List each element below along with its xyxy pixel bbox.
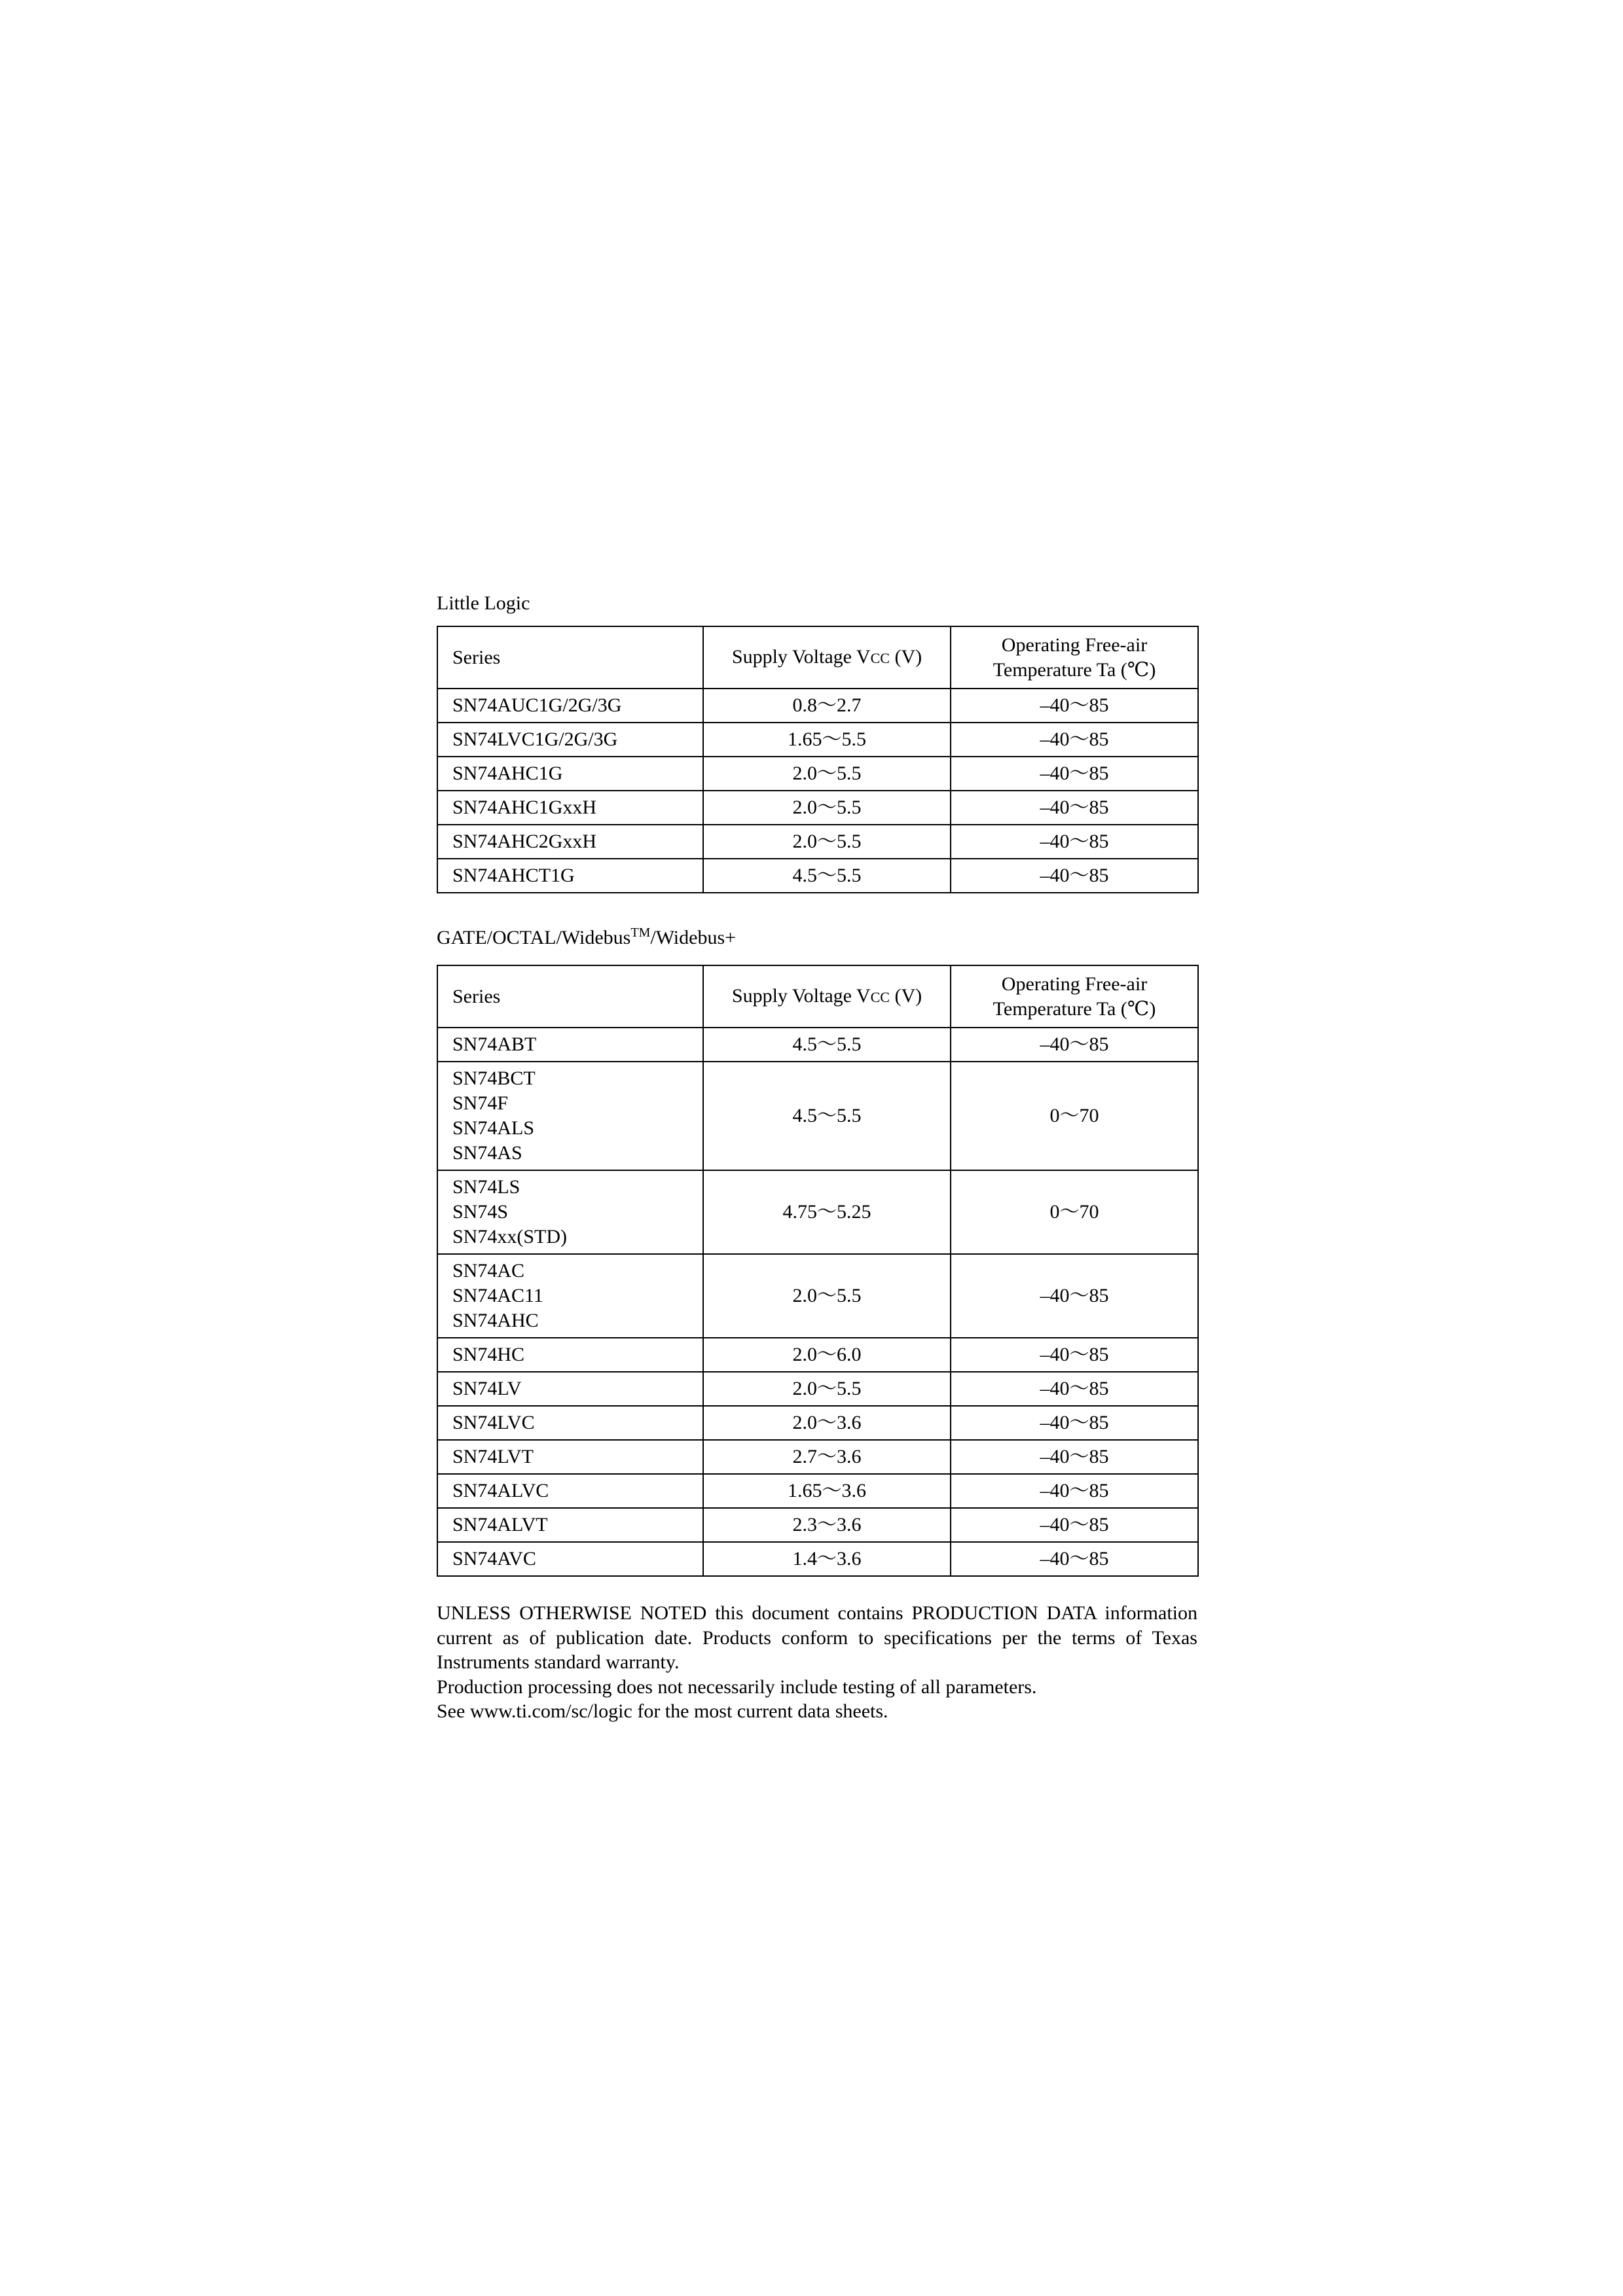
- cell-vcc: 2.0～5.5: [703, 825, 951, 859]
- table-header-row: [437, 965, 1198, 1028]
- series-name: SN74HC: [452, 1344, 525, 1365]
- header-series: Series: [437, 626, 703, 689]
- cell-temp: –40～85: [951, 1028, 1198, 1062]
- cell-temp: –40～85: [951, 1338, 1198, 1372]
- table-row: [437, 689, 1198, 723]
- series-name: SN74AC: [452, 1260, 525, 1282]
- cell-vcc: 4.5～5.5: [703, 1028, 951, 1062]
- cell-series: [437, 1170, 703, 1254]
- series-name: SN74LVC1G/2G/3G: [452, 728, 618, 750]
- cell-temp: –40～85: [951, 1254, 1198, 1338]
- cell-series: [437, 1028, 703, 1062]
- cell-temp: –40～85: [951, 757, 1198, 791]
- table-row: [437, 1170, 1198, 1254]
- cell-vcc: 1.65～5.5: [703, 723, 951, 757]
- cell-temp: 0～70: [951, 1170, 1198, 1254]
- cell-series: [437, 1542, 703, 1576]
- production-data-notes: [437, 1601, 1197, 1724]
- series-name: SN74AC11: [452, 1285, 543, 1306]
- cell-series: [437, 1440, 703, 1474]
- section-title-text: GATE/OCTAL/Widebus: [437, 927, 631, 948]
- cell-series: [437, 723, 703, 757]
- header-supply-label: Supply Voltage V: [731, 645, 871, 668]
- cell-vcc: 2.3～3.6: [703, 1508, 951, 1542]
- cell-series: [437, 1372, 703, 1406]
- header-supply-unit: (V): [889, 984, 922, 1007]
- cell-temp: –40～85: [951, 1542, 1198, 1576]
- cell-temp: –40～85: [951, 689, 1198, 723]
- header-temp-line2: Temperature Ta (℃): [993, 997, 1156, 1020]
- cell-vcc: 2.0～5.5: [703, 791, 951, 825]
- series-name: SN74ABT: [452, 1033, 537, 1055]
- table-row: [437, 1062, 1198, 1170]
- cell-vcc: 4.75～5.25: [703, 1170, 951, 1254]
- series-name: SN74AHCT1G: [452, 865, 575, 886]
- cell-vcc: 4.5～5.5: [703, 1062, 951, 1170]
- notes-paragraph: UNLESS OTHERWISE NOTED this document contains PRODUCTION DATA information current as of publication date. Products conform to specifications per the terms of Texas Instruments standard warranty.: [437, 1602, 1197, 1673]
- cell-vcc: 1.4～3.6: [703, 1542, 951, 1576]
- cell-series: [437, 859, 703, 893]
- cell-series: [437, 1062, 703, 1170]
- series-name: SN74LVT: [452, 1446, 534, 1467]
- cell-series: [437, 1474, 703, 1508]
- table-row: [437, 1028, 1198, 1062]
- series-name: SN74AUC1G/2G/3G: [452, 694, 622, 716]
- cell-vcc: 2.0～5.5: [703, 757, 951, 791]
- header-supply-label: Supply Voltage V: [731, 984, 871, 1007]
- cell-temp: –40～85: [951, 1508, 1198, 1542]
- series-name: SN74AVC: [452, 1548, 536, 1570]
- series-name: SN74xx(STD): [452, 1226, 568, 1247]
- table-row: [437, 1440, 1198, 1474]
- notes-line-datasheets: See www.ti.com/sc/logic for the most current data sheets.: [437, 1700, 888, 1722]
- header-supply-voltage: [703, 626, 951, 689]
- spec-table-little-logic: [437, 626, 1199, 893]
- table-row: [437, 1508, 1198, 1542]
- cell-series: [437, 1406, 703, 1440]
- cell-series: [437, 689, 703, 723]
- series-name: SN74ALVC: [452, 1480, 549, 1501]
- cell-vcc: 4.5～5.5: [703, 859, 951, 893]
- table-row: [437, 825, 1198, 859]
- table-row: [437, 1254, 1198, 1338]
- table-row: [437, 1406, 1198, 1440]
- cell-temp: –40～85: [951, 1406, 1198, 1440]
- table-row: [437, 1338, 1198, 1372]
- header-supply-sub: CC: [870, 988, 890, 1005]
- section-title-sup: TM: [630, 925, 651, 940]
- header-temp-line2: Temperature Ta (℃): [993, 658, 1156, 681]
- header-temperature: [951, 626, 1198, 689]
- series-name: SN74LS: [452, 1176, 520, 1198]
- cell-temp: –40～85: [951, 723, 1198, 757]
- cell-temp: 0～70: [951, 1062, 1198, 1170]
- series-name: SN74AHC1G: [452, 762, 563, 784]
- spec-table-gate-octal-widebus: [437, 965, 1199, 1577]
- series-name: SN74S: [452, 1201, 509, 1223]
- cell-vcc: 2.0～5.5: [703, 1254, 951, 1338]
- cell-temp: –40～85: [951, 1440, 1198, 1474]
- header-temp-line1: Operating Free-air: [1001, 973, 1148, 995]
- cell-series: [437, 825, 703, 859]
- cell-temp: –40～85: [951, 859, 1198, 893]
- series-name: SN74AS: [452, 1142, 522, 1164]
- series-name: SN74ALVT: [452, 1514, 548, 1535]
- series-name: SN74BCT: [452, 1067, 536, 1089]
- series-name: SN74LV: [452, 1378, 522, 1399]
- cell-temp: –40～85: [951, 825, 1198, 859]
- cell-vcc: 2.0～5.5: [703, 1372, 951, 1406]
- cell-vcc: 1.65～3.6: [703, 1474, 951, 1508]
- table-row: [437, 791, 1198, 825]
- series-name: SN74ALS: [452, 1117, 535, 1139]
- header-temperature: [951, 965, 1198, 1028]
- series-name: SN74AHC2GxxH: [452, 831, 597, 852]
- table-row: [437, 1542, 1198, 1576]
- header-supply-sub: CC: [870, 649, 890, 666]
- series-name: SN74F: [452, 1092, 509, 1114]
- section-title-gate-octal-widebus: [437, 926, 736, 950]
- header-supply-unit: (V): [889, 645, 922, 668]
- cell-series: [437, 1254, 703, 1338]
- table-header-row: [437, 626, 1198, 689]
- header-temp-line1: Operating Free-air: [1001, 634, 1148, 656]
- series-name: SN74LVC: [452, 1412, 535, 1433]
- series-name: SN74AHC1GxxH: [452, 797, 597, 818]
- section-title-suffix: /Widebus+: [650, 927, 737, 948]
- header-series: Series: [437, 965, 703, 1028]
- cell-temp: –40～85: [951, 1372, 1198, 1406]
- table-row: [437, 1372, 1198, 1406]
- cell-vcc: 2.0～3.6: [703, 1406, 951, 1440]
- notes-line-testing: Production processing does not necessarily include testing of all parameters.: [437, 1676, 1037, 1698]
- cell-series: [437, 1338, 703, 1372]
- section-title-text: Little Logic: [437, 592, 530, 614]
- series-name: SN74AHC: [452, 1310, 539, 1331]
- cell-vcc: 0.8～2.7: [703, 689, 951, 723]
- cell-series: [437, 791, 703, 825]
- section-title-little-logic: [437, 592, 530, 615]
- cell-series: [437, 757, 703, 791]
- cell-temp: –40～85: [951, 791, 1198, 825]
- table-row: [437, 859, 1198, 893]
- cell-temp: –40～85: [951, 1474, 1198, 1508]
- cell-vcc: 2.7～3.6: [703, 1440, 951, 1474]
- table-row: [437, 1474, 1198, 1508]
- table-row: [437, 723, 1198, 757]
- cell-series: [437, 1508, 703, 1542]
- table-row: [437, 757, 1198, 791]
- header-supply-voltage: [703, 965, 951, 1028]
- cell-vcc: 2.0～6.0: [703, 1338, 951, 1372]
